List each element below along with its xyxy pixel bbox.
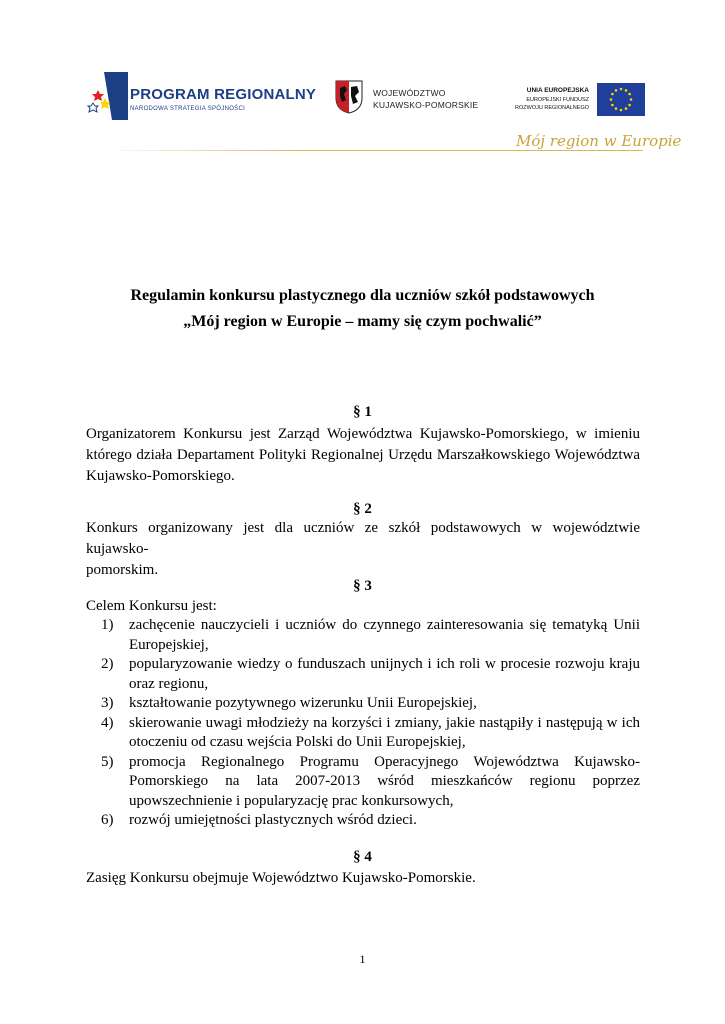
list-item: 1) zachęcenie nauczycieli i uczniów do czynnego zainteresowania się tematyką Unii Europejskiej, [101,617,640,653]
goals-list [86,616,640,831]
list-item-number: 1) [101,617,114,633]
section-4-text [86,868,640,889]
eu-line1: UNIA EUROPEJSKA [526,87,589,94]
voivodeship-crest-icon [335,80,363,114]
list-item: 6) rozwój umiejętności plastycznych wśród dzieci. [86,811,640,831]
section-2-number: § 2 [353,501,372,517]
program-regionalny-logo [86,72,317,122]
section-2-line: Konkurs organizowany jest dla uczniów ze szkół podstawowych w województwie kujawsko- [86,520,640,557]
page-number: 1 [359,952,366,966]
section-1-line: Kujawsko-Pomorskiego. [86,468,235,484]
voivodeship-line1: WOJEWÓDZTWO [373,88,446,98]
voivodeship-logo [335,80,495,120]
list-item: 4) skierowanie uwagi młodzieży na korzyści i zmiany, jakie nastąpiły i następują w ich otoczeniu od czasu wejścia Polski do Unii Europejskiej, [101,714,640,750]
title-line2: „Mój region w Europie – mamy się czym pochwalić” [183,313,542,330]
section-2-line: pomorskim. [86,562,159,578]
list-item-number: 2) [101,656,114,672]
section-1-number: § 1 [353,404,372,420]
header-divider [118,150,643,151]
program-regionalny-mark-icon [86,72,128,120]
program-title: PROGRAM REGIONALNY [130,86,317,103]
document-header [0,0,725,160]
eu-logo [500,80,645,120]
program-subtitle: NARODOWA STRATEGIA SPÓJNOŚCI [130,106,246,112]
eu-line2: EUROPEJSKI FUNDUSZ [526,97,589,103]
slogan: Mój region w Europie [516,132,682,150]
list-item-number: 5) [101,753,114,770]
list-item: 5) promocja Regionalnego Programu Operacyjnego Województwa Kujawsko- Pomorskiego na lata 2007-2013 wśród mieszkańców regionu poprzez upowszechnienie i popularyzację prac konkursowych, [101,753,640,809]
section-1-text [86,424,640,487]
list-item: 2) popularyzowanie wiedzy o funduszach unijnych i ich roli w procesie rozwoju kraju oraz regionu, [101,656,640,692]
eu-flag-icon [597,83,645,116]
section-1-line: Organizatorem Konkursu jest Zarząd Województwa Kujawsko-Pomorskiego, w imieniu [86,426,640,442]
section-4-line: Zasięg Konkursu obejmuje Województwo Kujawsko-Pomorskie. [86,870,476,886]
section-1-line: którego działa Departament Polityki Regionalnej Urzędu Marszałkowskiego Województwa [86,447,640,463]
section-2-text [86,518,640,581]
voivodeship-line2: KUJAWSKO-POMORSKIE [373,100,479,110]
list-item: 3) kształtowanie pozytywnego wizerunku Unii Europejskiej, [86,694,640,714]
section-4-number: § 4 [353,849,372,865]
section-3-number: § 3 [353,578,372,594]
section-3-intro: Celem Konkursu jest: [86,598,217,614]
document-title [0,283,725,335]
eu-line3: ROZWOJU REGIONALNEGO [515,105,589,111]
title-line1: Regulamin konkursu plastycznego dla uczniów szkół podstawowych [130,287,595,304]
list-item-number: 6) [101,812,114,828]
list-item-number: 4) [101,714,114,731]
list-item-number: 3) [101,695,114,711]
